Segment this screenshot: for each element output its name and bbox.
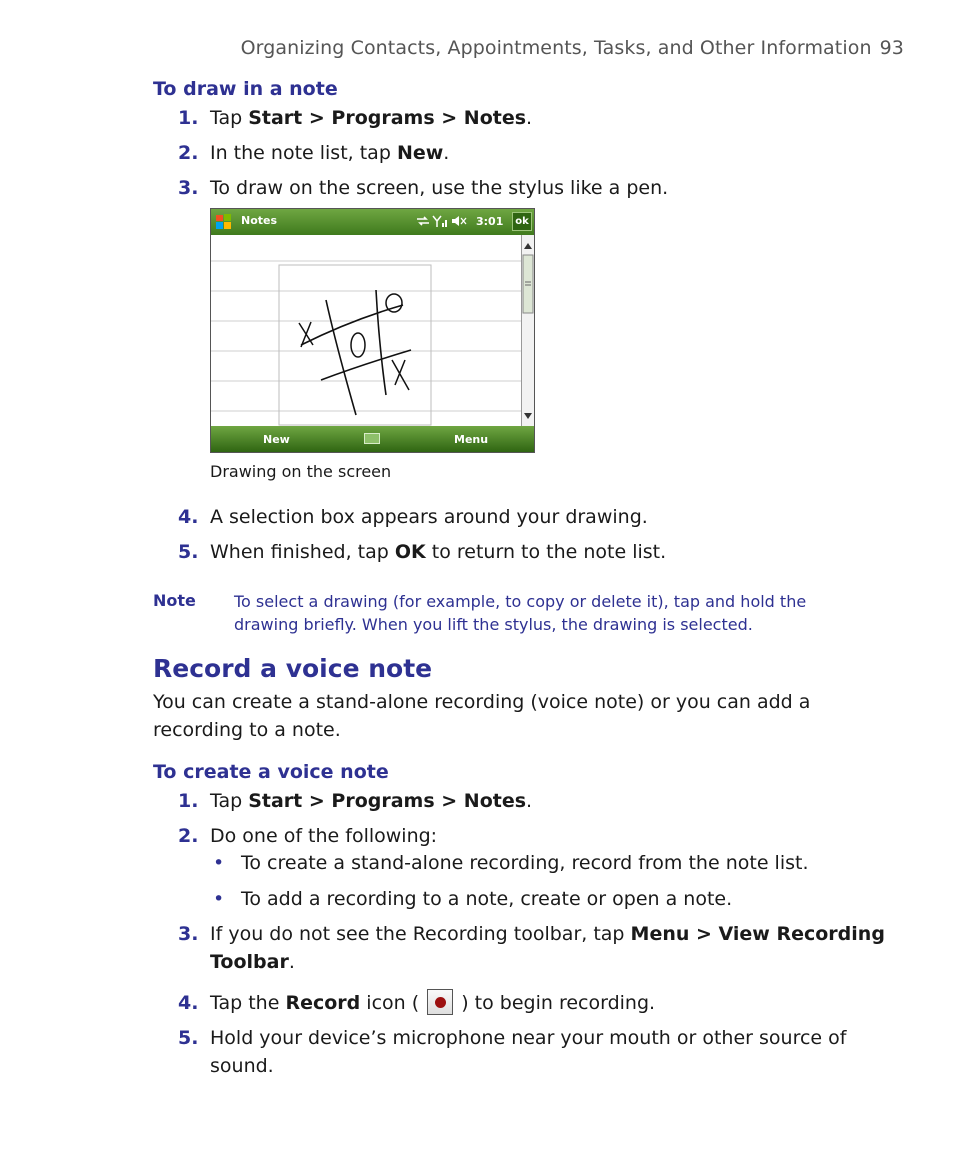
- note-label: Note: [153, 591, 196, 610]
- status-icons: [416, 214, 503, 228]
- draw-note-heading: To draw in a note: [153, 78, 338, 100]
- record-icon: [427, 989, 453, 1015]
- soft-key-bar: [211, 426, 534, 452]
- vertical-scrollbar[interactable]: [521, 235, 534, 427]
- connectivity-icon: [416, 214, 476, 228]
- page-number: 93: [879, 37, 904, 59]
- voice-note-heading: To create a voice note: [153, 761, 389, 783]
- document-page: Organizing Contacts, Appointments, Tasks, and Other Information 93 To draw in a note 1. Tap Start > Programs > Notes. 2. In the note list, tap New. 3. To draw on the screen, use the stylus like a pen. Notes 3:01 ok New Menu Drawing on the screen 4. A selection box appears around your drawing. 5. When finished, tap OK to return to the note list. Note To select a drawing (for example, to copy or delete it), tap and hold the drawing briefly. When you lift the stylus, the drawing is selected. Record a voice note You can create a stand-alone recording (voice note) or you can add a recording to a note. To create a voice note 1. Tap Start > Programs > Notes. 2. Do one of the following: • To create a stand-alone recording, record from the note list. • To add a recording to a note, create or open a note. 3. If you do not see the Recording toolbar, tap Menu > View Recording Toolbar. 4. Tap the Record icon ( ) to begin recording. 5. Hold your device’s microphone near your mouth or other source of sound.: [0, 0, 954, 1173]
- title-bar: [211, 209, 534, 235]
- new-softkey[interactable]: New: [263, 433, 290, 446]
- voice-step-5: 5. Hold your device’s microphone near your mouth or other source of sound.: [178, 1027, 847, 1077]
- notes-screenshot: [210, 208, 535, 453]
- scroll-arrows: [522, 235, 534, 427]
- note-text: To select a drawing (for example, to copy or delete it), tap and hold the drawing briefly. When you lift the stylus, the drawing is selected.: [234, 592, 807, 634]
- keyboard-icon[interactable]: [364, 433, 380, 444]
- clock: 3:01: [476, 215, 504, 228]
- drawing-canvas[interactable]: [211, 235, 522, 427]
- voice-step-3: 3. If you do not see the Recording toolbar, tap Menu > View Recording Toolbar.: [178, 923, 885, 973]
- section-intro: You can create a stand-alone recording (voice note) or you can add a recording to a note.: [153, 691, 811, 741]
- running-header: [241, 37, 904, 59]
- figure-caption: Drawing on the screen: [210, 462, 392, 481]
- section-title: Record a voice note: [153, 654, 433, 683]
- ok-button[interactable]: ok: [512, 212, 532, 231]
- windows-start-icon: [215, 213, 233, 231]
- menu-softkey[interactable]: Menu: [454, 433, 489, 446]
- app-title: Notes: [241, 214, 278, 227]
- chapter-title: Organizing Contacts, Appointments, Tasks, and Other Information: [240, 37, 872, 59]
